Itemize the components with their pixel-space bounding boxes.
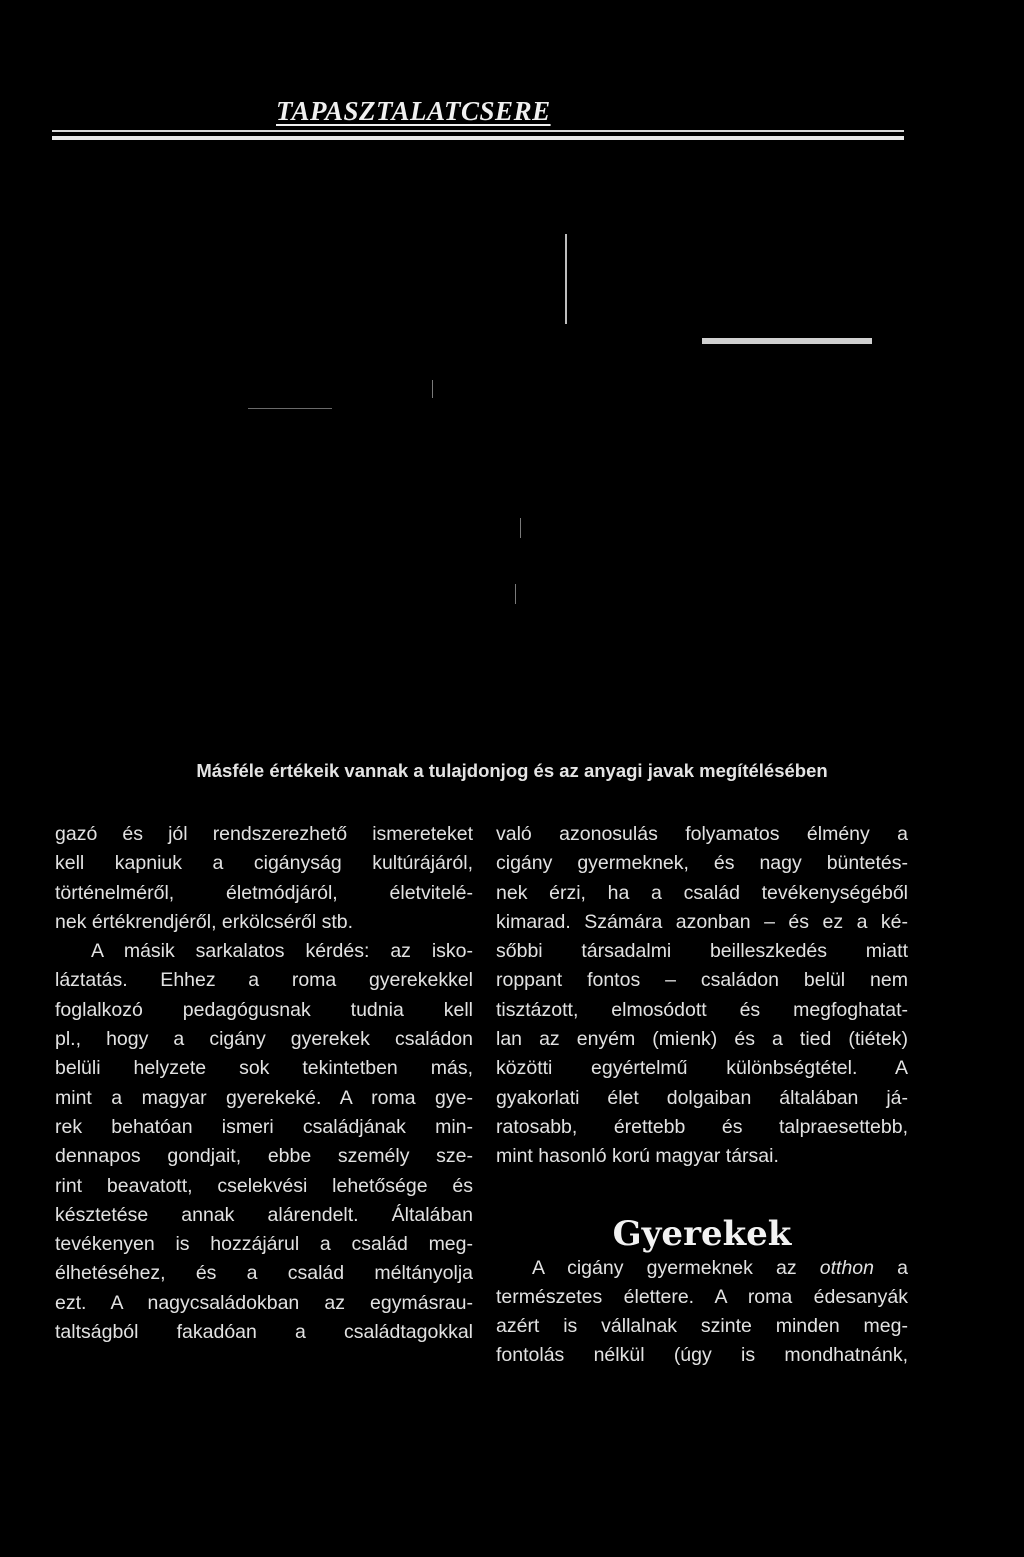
scan-mark-bar (702, 338, 872, 344)
text-line (496, 1254, 908, 1283)
text-line: ezt. A nagycsaládokban az egymásrau- (55, 1291, 473, 1314)
text-line: dennapos gondjait, ebbe személy sze- (55, 1145, 473, 1168)
text-line: foglalkozó pedagógusnak tudnia kell (55, 998, 473, 1021)
text-line: közötti egyértelmű különbségtétel. A (496, 1057, 908, 1080)
scan-mark-small (515, 584, 516, 604)
text-line: gyakorlati élet dolgaiban általában já- (496, 1086, 908, 1109)
text-run: a (873, 1256, 908, 1279)
text-line: mint a magyar gyerekeké. A roma gye- (55, 1086, 473, 1109)
text-line: roppant fontos – családon belül nem (496, 969, 908, 992)
text-line: lan az enyém (mienk) és a tied (tiétek) (496, 1028, 908, 1051)
text-line: élhetéséhez, és a család méltányolja (55, 1262, 473, 1285)
section-heading: Gyerekek (612, 1213, 792, 1254)
text-line: taltságból fakadóan a családtagokkal (55, 1321, 473, 1344)
text-line: cigány gyermeknek, és nagy büntetés- (496, 852, 908, 875)
text-line: rint beavatott, cselekvési lehetősége és (55, 1174, 473, 1197)
photo-caption: Másféle értékeik vannak a tulajdonjog és az anyagi javak megítélésében (196, 760, 828, 781)
header-rule-thick (52, 136, 904, 140)
text-line: ratosabb, érettebb és talpraesettebb, (496, 1115, 908, 1138)
scan-mark-small (432, 380, 433, 398)
text-line: belüli helyzete sok tekintetben más, (55, 1057, 473, 1080)
text-line: pl., hogy a cigány gyerekek családon (55, 1028, 473, 1051)
text-line: rek behatóan ismeri családjának min- (55, 1115, 473, 1138)
text-line: kimarad. Számára azonban – és ez a ké- (496, 910, 908, 933)
text-line: való azonosulás folyamatos élmény a (496, 823, 908, 845)
text-run: A cigány gyermeknek az (532, 1256, 820, 1279)
scan-mark-small (520, 518, 521, 538)
page-header (52, 96, 904, 146)
text-line: mint hasonló korú magyar társai. (496, 1145, 779, 1168)
right-column (496, 820, 908, 1371)
text-line: sőbbi társadalmi beilleszkedés miatt (496, 940, 908, 963)
left-column (55, 820, 473, 1347)
text-line: történelméről, életmódjáról, életvitelé- (55, 881, 473, 904)
text-line: tisztázott, elmosódott és megfoghatat- (496, 998, 908, 1021)
scan-mark-dots (248, 408, 332, 409)
text-line: tevékenyen is hozzájárul a család meg- (55, 1233, 473, 1256)
text-line: gazó és jól rendszerezhető ismereteket (55, 823, 473, 845)
text-line: nek érzi, ha a család tevékenységéből (496, 881, 908, 904)
text-line: természetes élettere. A roma édesanyák (496, 1285, 908, 1308)
text-line: nek értékrendjéről, erkölcséről stb. (55, 910, 354, 933)
text-line: azért is vállalnak szinte minden meg- (496, 1315, 908, 1338)
text-line: fontolás nélkül (úgy is mondhatnánk, (496, 1344, 908, 1367)
scan-mark-vertical (565, 234, 567, 324)
text-line: kell kapniuk a cigányság kultúrájáról, (55, 852, 473, 875)
emphasis-word: otthon (819, 1256, 874, 1279)
text-line: késztetése annak alárendelt. Általában (55, 1203, 473, 1226)
section-title: TAPASZTALATCSERE (276, 96, 551, 126)
text-line: láztatás. Ehhez a roma gyerekekkel (55, 969, 473, 992)
header-rule-thin (52, 130, 904, 132)
text-line: A másik sarkalatos kérdés: az isko- (91, 940, 473, 963)
